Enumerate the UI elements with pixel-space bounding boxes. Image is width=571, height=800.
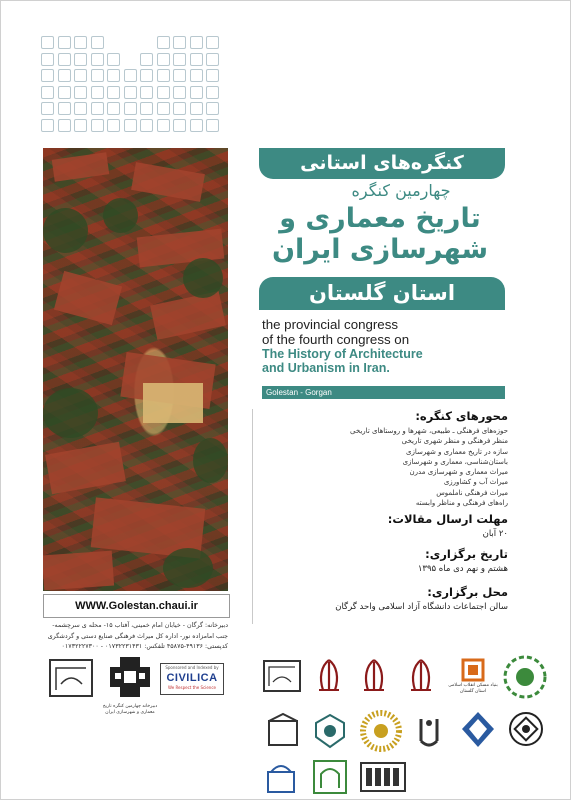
grid-square — [157, 86, 170, 99]
venue-heading: محل برگزاری: — [427, 585, 508, 599]
address-line2: جنب امامزاده نور- اداره کل میراث فرهنگی صنایع دستی و گردشگری — [47, 632, 228, 640]
congress-title-fa — [251, 203, 509, 265]
grid-square — [206, 69, 219, 82]
grid-square — [173, 69, 186, 82]
grid-square — [107, 53, 120, 66]
grid-square — [107, 69, 120, 82]
grid-square — [91, 119, 104, 132]
venue-value: سالن اجتماعات دانشگاه آزاد اسلامی واحد گرگان — [335, 602, 508, 612]
list-item: سازه در تاریخ معماری و شهرسازی — [406, 447, 508, 456]
dates-heading: تاریخ برگزاری: — [425, 547, 508, 561]
grid-square — [58, 53, 71, 66]
list-item: باستان‌شناسی، معماری و شهرسازی — [402, 457, 508, 466]
deadline-section — [268, 512, 508, 539]
topics-list — [268, 426, 508, 508]
civilica-sub-text: We Respect the Science — [168, 685, 216, 690]
grid-square — [74, 36, 87, 49]
civilica-name: CIVILICA — [166, 672, 218, 684]
grid-square — [206, 53, 219, 66]
list-item: راه‌های فرهنگی و مناظر وابسته — [415, 499, 508, 508]
address-line3: کدپستی: ۴۹۱۳۶-۴۵۸۷۵ تلفکس: ۰۱۷۳۲۲۳۱۴۳۱ - ۰۱۷۳۲۲۲۷۳۰۰ — [61, 643, 228, 650]
topics-section — [268, 409, 508, 508]
iran-emblem-logo-2 — [356, 656, 392, 696]
congress-tagline-banner: کنگره‌های استانی — [259, 148, 505, 179]
grid-square — [74, 102, 87, 115]
grid-square — [173, 86, 186, 99]
grid-square — [41, 119, 54, 132]
emblem-logo — [506, 709, 546, 749]
title-en-line1: the provincial congress — [262, 317, 398, 332]
grid-square — [206, 36, 219, 49]
topics-heading: محورهای کنگره: — [415, 409, 508, 423]
title-fa-line2: شهرسازی ایران — [271, 234, 489, 265]
grid-square — [173, 119, 186, 132]
grid-square — [91, 86, 104, 99]
deadline-value: ۲۰ آبان — [482, 529, 508, 539]
grid-square — [190, 102, 203, 115]
grid-square — [58, 86, 71, 99]
housing-foundation-caption: بنیاد مسکن انقلاب اسلامی استان گلستان — [448, 683, 498, 694]
grid-square — [190, 119, 203, 132]
grid-square — [91, 53, 104, 66]
grid-square — [124, 69, 137, 82]
grid-square — [41, 102, 54, 115]
civilica-top-text: Sponsored and Indexed by — [165, 665, 219, 670]
grid-square — [58, 69, 71, 82]
grid-square — [173, 36, 186, 49]
mosque-logo-1 — [263, 758, 299, 796]
dates-section — [268, 547, 508, 574]
grid-square — [124, 119, 137, 132]
grid-square — [190, 53, 203, 66]
grid-square — [173, 53, 186, 66]
grid-square — [190, 69, 203, 82]
grid-square — [206, 86, 219, 99]
congress-topic-en — [262, 347, 423, 375]
grid-square — [41, 86, 54, 99]
grid-square — [157, 69, 170, 82]
title-fa-line1: تاریخ معماری و — [279, 203, 481, 234]
azad-university-logo — [459, 709, 497, 751]
grid-square — [107, 119, 120, 132]
title-en-line3: The History of Architecture — [262, 347, 423, 361]
secretariat-address — [43, 621, 228, 653]
list-item: میراث آب و کشاورزی — [443, 478, 508, 487]
municipality-logo — [263, 711, 303, 751]
grid-square — [107, 102, 120, 115]
grid-square — [124, 86, 137, 99]
iran-emblem-logo-1 — [311, 656, 347, 696]
green-organization-logo — [501, 653, 549, 701]
divider — [252, 409, 253, 624]
congress-secretariat-caption: دبیرخانه چهارمین کنگره تاریخ معماری و شهرسازی ایران — [102, 704, 158, 715]
university-logo-2 — [359, 709, 403, 753]
grid-square — [58, 36, 71, 49]
title-en-line4: and Urbanism in Iran. — [262, 361, 390, 375]
grid-square — [140, 86, 153, 99]
list-item: منظر فرهنگی و منظر شهری تاریخی — [401, 437, 508, 446]
congress-subtitle: چهارمین کنگره — [351, 181, 451, 200]
venue-section — [268, 585, 508, 612]
grid-square — [190, 36, 203, 49]
university-logo-1 — [311, 711, 349, 751]
congress-secretariat-logo — [105, 654, 155, 704]
deadline-heading: مهلت ارسال مقالات: — [387, 512, 508, 526]
grid-square — [140, 119, 153, 132]
congress-title-en — [262, 317, 409, 347]
cultural-heritage-logo — [46, 654, 96, 704]
dates-value: هشتم و نهم دی ماه ۱۳۹۵ — [417, 564, 508, 574]
website-link[interactable]: WWW.Golestan.chaui.ir — [43, 594, 230, 618]
grid-square — [74, 69, 87, 82]
grid-square — [91, 102, 104, 115]
grid-square — [91, 69, 104, 82]
grid-square — [157, 36, 170, 49]
grid-square — [74, 119, 87, 132]
engineering-association-logo — [359, 761, 407, 793]
grid-square — [157, 53, 170, 66]
iran-emblem-logo-3 — [403, 656, 439, 696]
grid-square — [91, 36, 104, 49]
aerial-photo-gorgan — [43, 148, 228, 591]
grid-square — [41, 69, 54, 82]
grid-square — [206, 102, 219, 115]
mosque-logo-2 — [311, 758, 349, 796]
organization-logo — [411, 711, 447, 751]
grid-square — [140, 69, 153, 82]
grid-square — [41, 36, 54, 49]
grid-square — [190, 86, 203, 99]
grid-square — [74, 53, 87, 66]
list-item: میراث معماری و شهرسازی مدرن — [409, 468, 508, 477]
list-item: میراث فرهنگی ناملموس — [436, 488, 508, 497]
grid-square — [41, 53, 54, 66]
grid-square — [173, 102, 186, 115]
grid-square — [157, 102, 170, 115]
grid-square — [157, 119, 170, 132]
grid-square — [74, 86, 87, 99]
grid-square — [58, 119, 71, 132]
grid-square — [140, 53, 153, 66]
grid-square — [107, 86, 120, 99]
address-line1: دبیرخانه: گرگان - خیابان امام خمینی، آفتاب ۱۵- محله ی سرچشمه- — [52, 622, 228, 629]
location-tag: Golestan - Gorgan — [262, 386, 505, 399]
grid-square — [58, 102, 71, 115]
heritage-org-logo — [261, 656, 303, 698]
grid-square — [140, 102, 153, 115]
title-en-line2: of the fourth congress on — [262, 332, 410, 347]
decorative-square-grid — [41, 36, 231, 146]
province-banner: استان گلستان — [259, 277, 505, 310]
grid-square — [124, 102, 137, 115]
civilica-logo — [160, 663, 224, 695]
list-item: حوزه‌های فرهنگی ـ طبیعی، شهرها و روستاهای تاریخی — [350, 427, 508, 435]
grid-square — [206, 119, 219, 132]
